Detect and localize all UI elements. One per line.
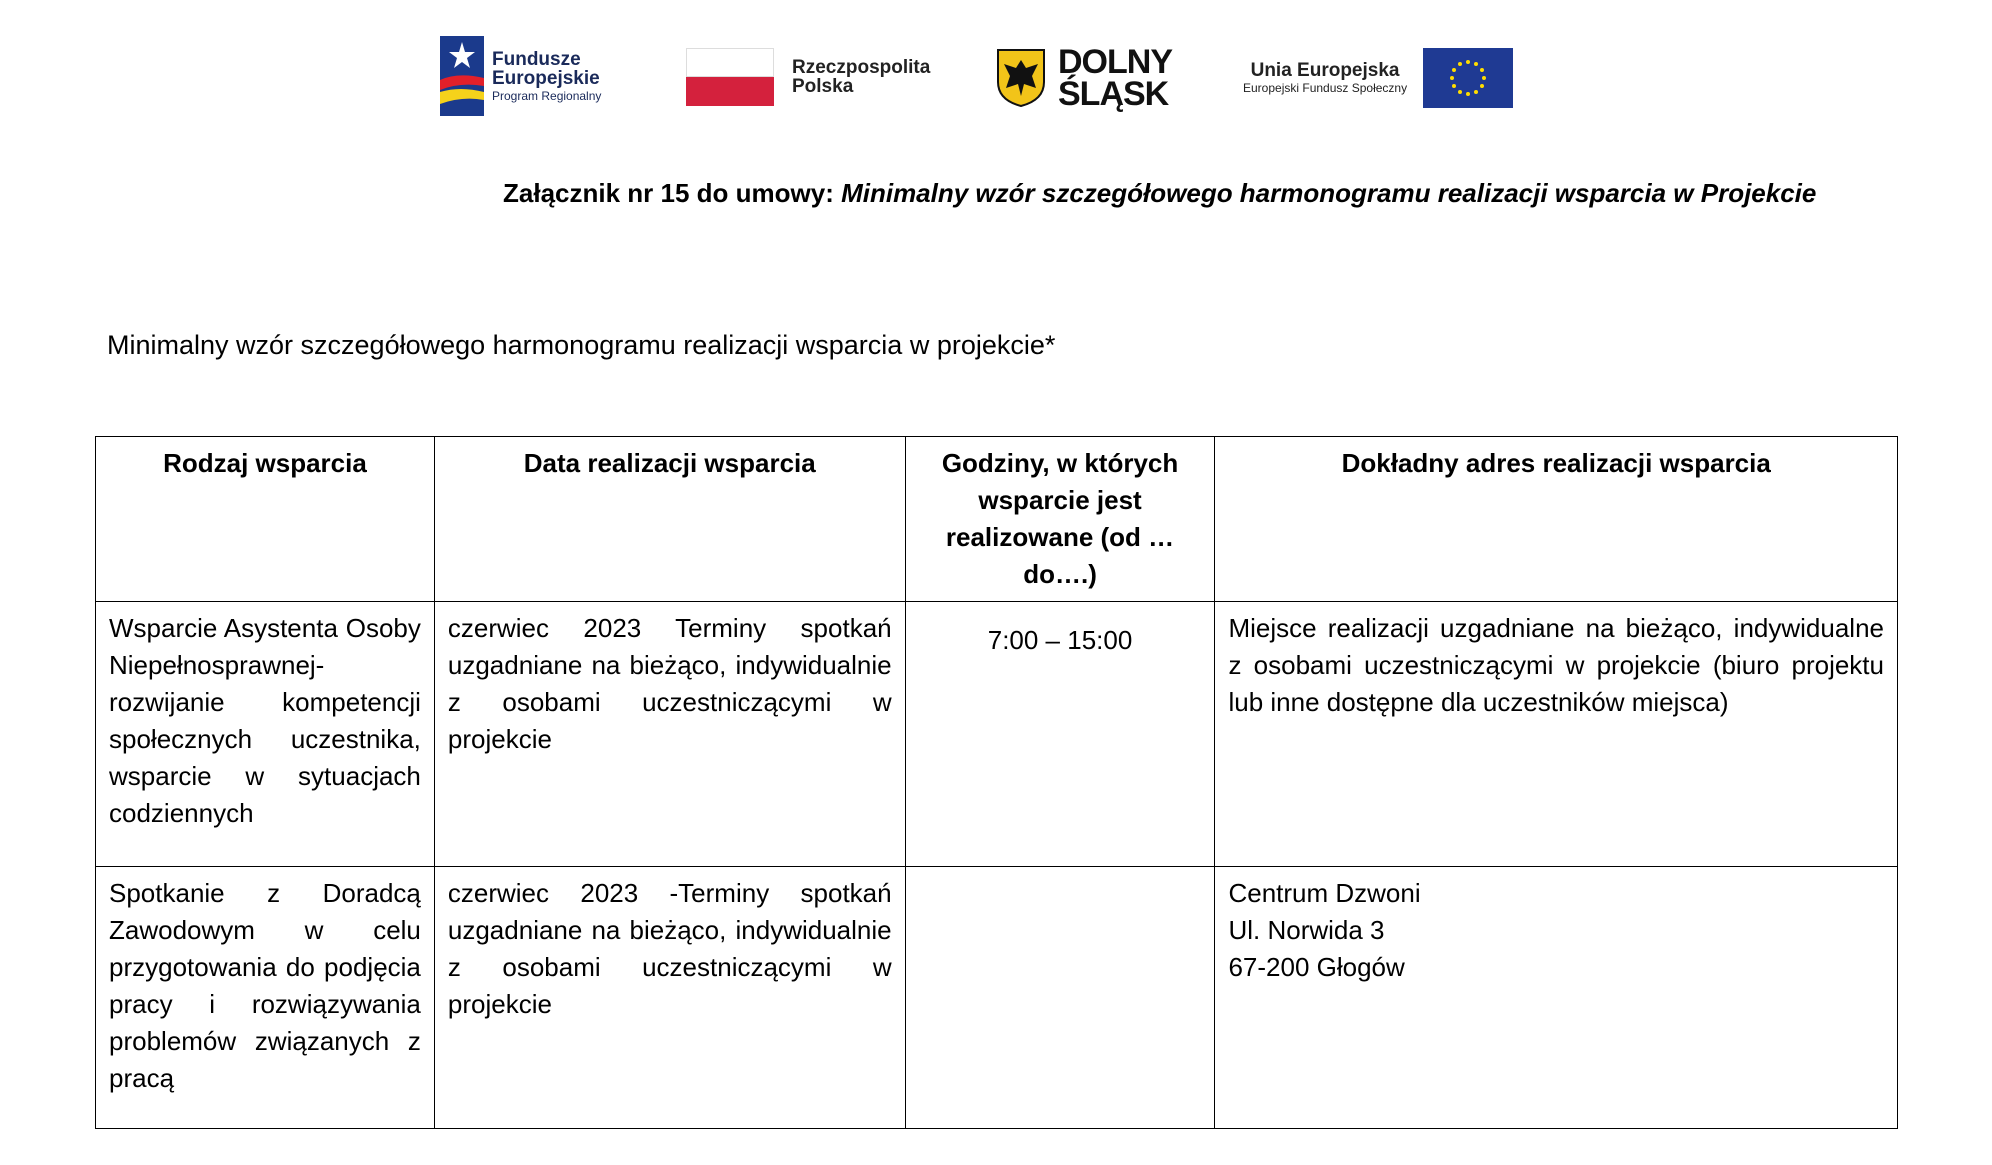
annex-title: Minimalny wzór szczegółowego harmonogramu realizacji wsparcia w Projekcie (841, 178, 1817, 208)
table-header-row (96, 437, 1898, 602)
schedule-table (95, 436, 1898, 1129)
fe-logo-line3: Program Regionalny (492, 89, 602, 103)
rp-logo-line1: Rzeczpospolita (792, 57, 931, 78)
cell-support-date: czerwiec 2023 Terminy spotkań uzgadniane na bieżąco, indywidualnie z osobami uczestniczącymi w projekcie (434, 602, 905, 867)
header-support-hours: Godziny, w których wsparcie jest realizowane (od … do….) (905, 437, 1215, 602)
header-support-type: Rodzaj wsparcia (96, 437, 435, 602)
rp-logo-line2: Polska (792, 76, 854, 97)
header-support-date: Data realizacji wsparcia (434, 437, 905, 602)
address-line: 67-200 Głogów (1228, 952, 1405, 982)
cell-support-hours (905, 867, 1215, 1129)
cell-support-date: czerwiec 2023 -Terminy spotkań uzgadniane na bieżąco, indywidualnie z osobami uczestniczącymi w projekcie (434, 867, 905, 1129)
fe-logo-line1: Fundusze (492, 49, 581, 70)
eu-flag-icon (1423, 48, 1513, 108)
address-line: Centrum Dzwoni (1228, 878, 1421, 908)
table-row (96, 602, 1898, 867)
header-support-address: Dokładny adres realizacji wsparcia (1215, 437, 1898, 602)
cell-support-type: Spotkanie z Doradcą Zawodowym w celu przygotowania do podjęcia pracy i rozwiązywania problemów związanych z pracą (96, 867, 435, 1129)
address-line: Ul. Norwida 3 (1228, 915, 1385, 945)
unia-europejska-logo (1243, 48, 1513, 108)
cell-support-type: Wsparcie Asystenta Osoby Niepełnosprawnej- rozwijanie kompetencji społecznych uczestnika, wsparcie w sytuacjach codziennych (96, 602, 435, 867)
rzeczpospolita-polska-logo (686, 48, 930, 106)
fe-flag-icon (440, 36, 484, 116)
hours-value: 7:00 – 15:00 (987, 625, 1133, 655)
ue-logo-line1: Unia Europejska (1250, 60, 1400, 82)
cell-support-address: Miejsce realizacji uzgadniane na bieżąco, indywidualne z osobami uczestniczącymi w projekcie (biuro projektu lub inne dostępne dla uczestników miejsca) (1215, 602, 1898, 867)
eagle-shield-icon (996, 48, 1046, 108)
ue-logo-line2: Europejski Fundusz Społeczny (1243, 81, 1408, 96)
document-subtitle: Minimalny wzór szczegółowego harmonogramu realizacji wsparcia w projekcie* (107, 330, 1056, 360)
logo-bar (0, 30, 1992, 130)
cell-support-hours (905, 602, 1215, 867)
table-row (96, 867, 1898, 1129)
fe-logo-line2: Europejskie (492, 68, 600, 89)
cell-support-address (1215, 867, 1898, 1129)
ds-logo-line1: DOLNY (1058, 43, 1172, 81)
annex-prefix: Załącznik nr 15 do umowy: (503, 178, 842, 208)
annex-heading (503, 178, 1816, 209)
fundusze-europejskie-logo (440, 36, 601, 116)
ds-logo-line2: ŚLĄSK (1058, 75, 1169, 114)
polish-flag-icon (686, 48, 774, 106)
dolny-slask-logo (996, 43, 1172, 114)
